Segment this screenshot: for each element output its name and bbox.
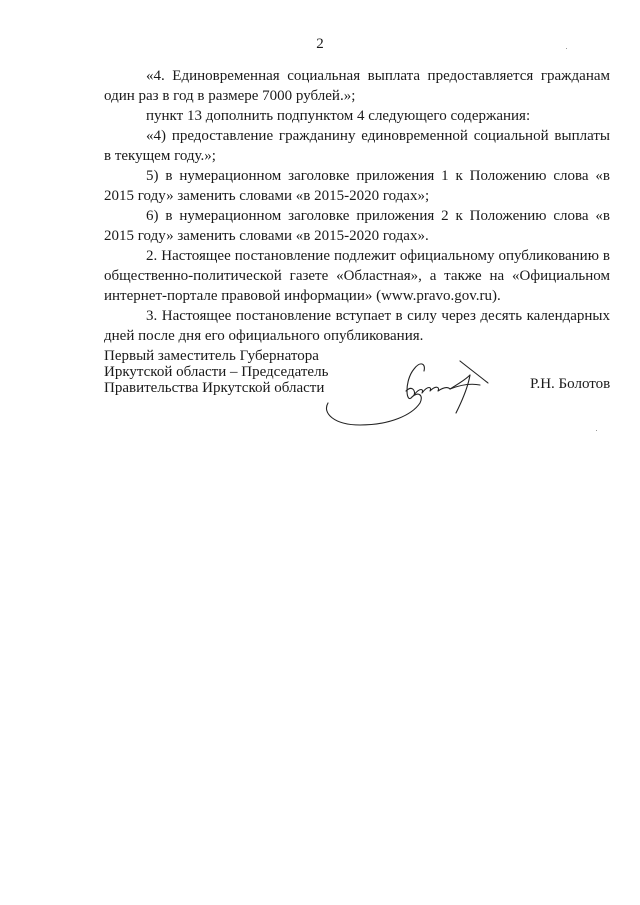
scan-speck — [596, 430, 597, 431]
page-number: 2 — [316, 36, 324, 52]
handwritten-signature — [320, 355, 520, 435]
paragraph-item-13: пункт 13 дополнить подпунктом 4 следующего содержания: — [146, 108, 531, 124]
paragraph-subitem-4: «4) предоставление гражданину единовременной социальной выплаты в текущем году.»; — [104, 128, 610, 164]
paragraph-item-6: 6) в нумерационном заголовке приложения 2 к Положению слова «в 2015 году» заменить словами «в 2015-2020 годах». — [104, 208, 610, 244]
paragraph-item-5: 5) в нумерационном заголовке приложения 1 к Положению слова «в 2015 году» заменить словами «в 2015-2020 годах»; — [104, 168, 610, 204]
signatory-title-line: Правительства Иркутской области — [104, 380, 325, 396]
signatory-name: Р.Н. Болотов — [530, 376, 611, 392]
paragraph-publication: 2. Настоящее постановление подлежит официальному опубликованию в общественно-политической газете «Областная», а также на «Официальном интернет-портале правовой информации» (www.pravo.gov.ru). — [104, 248, 610, 304]
signatory-title — [104, 348, 328, 396]
document-body — [104, 66, 610, 346]
paragraph-amendment-4: «4. Единовременная социальная выплата предоставляется гражданам один раз в год в размере 7000 рублей.»; — [104, 68, 610, 104]
signatory-title-line: Первый заместитель Губернатора — [104, 348, 319, 364]
signatory-title-line: Иркутской области – Председатель — [104, 364, 329, 380]
paragraph-entry-into-force: 3. Настоящее постановление вступает в силу через десять календарных дней после дня его официального опубликования. — [104, 308, 610, 344]
scan-speck — [566, 48, 567, 49]
